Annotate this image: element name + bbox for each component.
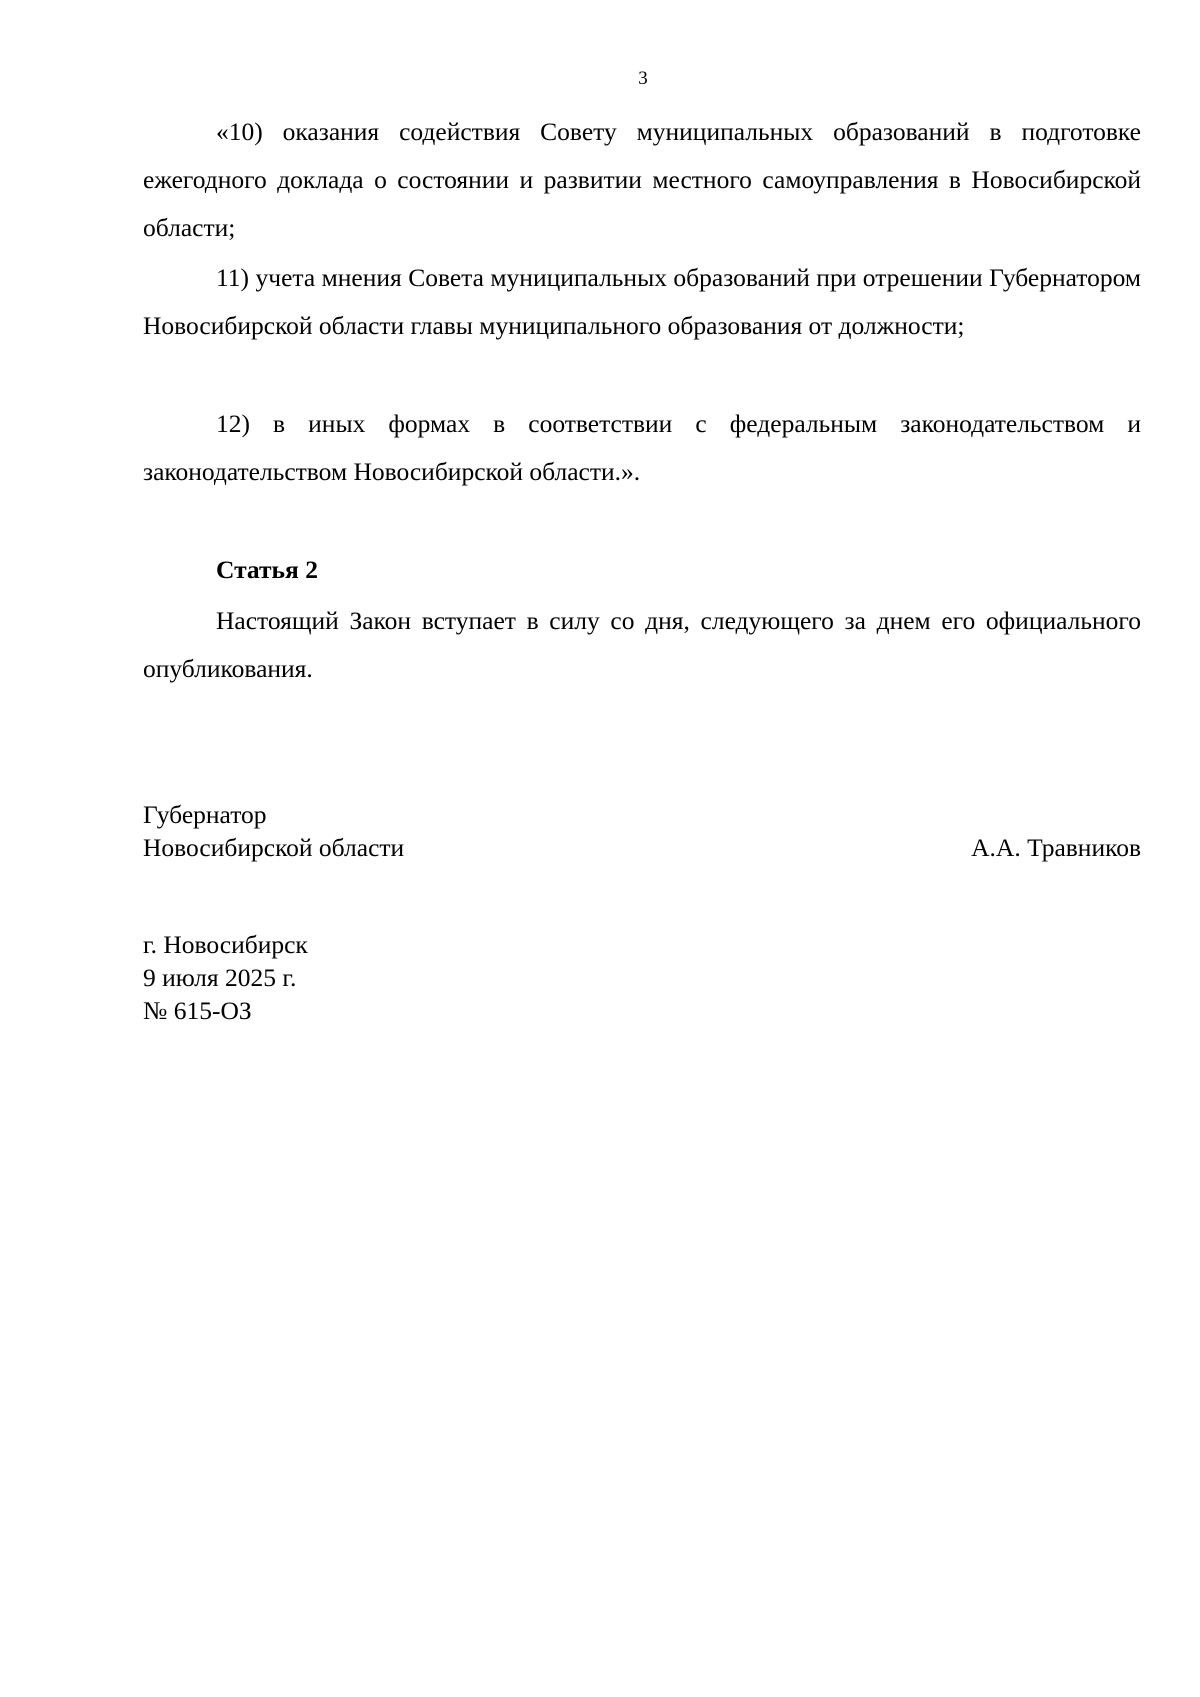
paragraph-item-12: 12) в иных формах в соответствии с федеральным законодательством и законодательством Новосибирской области.». (143, 409, 1141, 486)
paragraph-item-10: «10) оказания содействия Совету муниципальных образований в подготовке ежегодного доклада о состоянии и развитии местного самоуправления в Новосибирской области; (143, 117, 1141, 242)
page-number: 3 (638, 68, 648, 89)
law-number: № 615-ОЗ (143, 996, 252, 1025)
signature-title-line-1: Губернатор (143, 800, 267, 829)
article-text: Настоящий Закон вступает в силу со дня, следующего за днем его официального опубликования. (143, 606, 1141, 683)
city: г. Новосибирск (143, 930, 308, 959)
signature-name: А.А. Травников (971, 833, 1141, 862)
signature-title-line-2: Новосибирской области (143, 833, 405, 862)
signature-title (143, 798, 404, 864)
place-date-block (143, 928, 308, 1027)
paragraph-item-11: 11) учета мнения Совета муниципальных образований при отрешении Губернатором Новосибирской области главы муниципального образования от должности; (143, 263, 1141, 340)
date: 9 июля 2025 г. (143, 963, 297, 992)
article-heading: Статья 2 (216, 555, 318, 584)
